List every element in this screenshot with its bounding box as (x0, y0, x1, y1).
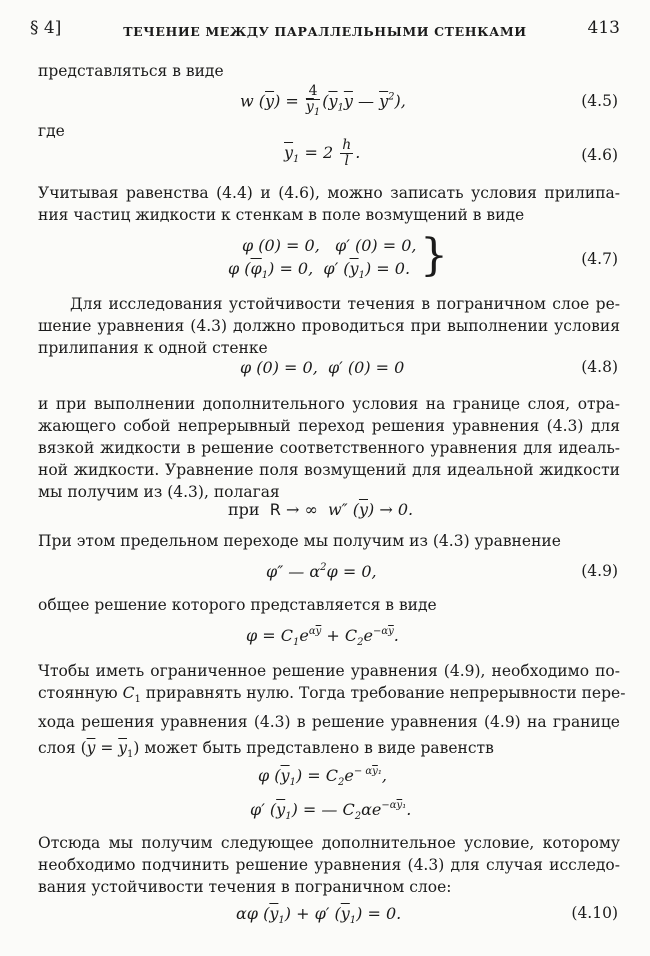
paragraph-boundary-conditions: Учитывая равенства (4.4) и (4.6), можно записать условия прилипа- ния частиц жидкости к стенкам в поле возмущений в виде (38, 184, 620, 224)
running-title: ТЕЧЕНИЕ МЕЖДУ ПАРАЛЛЕЛЬНЫМИ СТЕНКАМИ (123, 24, 527, 39)
equation-4-8: φ (0) = 0, φ′ (0) = 0 (240, 358, 405, 377)
section-marker: § 4] (30, 18, 62, 38)
equation-number-4-10: (4.10) (571, 904, 618, 922)
paragraph-stability: Для исследования устойчивости течения в пограничном слое ре- шение уравнения (4.3) должно проводиться при выполнении условия прилипания к одной стенке (38, 295, 620, 357)
equation-continuity-1: φ $(\overline{y}_1) = C_2e^{- \alpha\overline{y}_1}$, (258, 766, 387, 788)
equation-4-7-line1: φ (0) = 0, φ′ (0) = 0, (242, 236, 417, 255)
paragraph-intro: представляться в виде (38, 62, 224, 80)
equation-4-6: $\overline{y}_1 = 2$ $\frac{h}{l}$ . (284, 137, 361, 169)
equation-number-4-8: (4.8) (581, 358, 618, 376)
equation-4-7-line2: φ $(\overline{\varphi}_1) = 0$, φ′ $(\overline{y}_1) = 0$. (228, 259, 411, 281)
limit-word: при (228, 500, 260, 519)
equation-number-4-6: (4.6) (581, 146, 618, 164)
paragraph-bounded-solution: Чтобы иметь ограниченное решение уравнения (4.9), необходимо по- стоянную $C_1$ приравнять нулю. Тогда требование непрерывности пере- хода решения уравнения (4.3) в решение уравнения (4.9) на границе слоя $(\overline{y} = \overline{y}_1)$ может быть представлено в виде равенств (38, 662, 626, 760)
paragraph-additional-condition: и при выполнении дополнительного условия на границе слоя, отра- жающего собой непрерывный переход решения уравнения (4.3) для вязкой жидкости в решение соответственного уравнения для идеаль- ной жидкости. Уравнение поля возмущений для идеальной жидкости мы получим из (4.3), полагая (38, 395, 620, 501)
paragraph-general-solution: общее решение которого представляется в виде (38, 596, 437, 614)
equation-4-10: αφ $(\overline{y}_1) + \varphi'$ $(\overline{y}_1) = 0$. (236, 904, 402, 926)
paragraph-where: где (38, 122, 65, 140)
equation-general-solution: $\varphi = C_1e^{\alpha\overline{y}} + C_2e^{-\alpha\overline{y}}$. (246, 626, 399, 648)
paragraph-final-condition: Отсюда мы получим следующее дополнительное условие, которому необходимо подчинить решение уравнения (4.3) для случая исследо- вания устойчивости течения в пограничном слое: (38, 834, 620, 896)
equation-limit: при R → ∞ w″ $(\overline{y}) \to 0$. (228, 500, 414, 519)
equation-brace: } (420, 230, 448, 281)
paragraph-limit: При этом предельном переходе мы получим из (4.3) уравнение (38, 532, 561, 550)
equation-number-4-7: (4.7) (581, 250, 618, 268)
equation-4-5: w $(\overline{y})$ = $\frac{4}{\overline{y}_1}$ ($\overline{y}_1\overline{y}$ — $\overline{y}^2$), (240, 83, 406, 118)
equation-continuity-2: φ′ $(\overline{y}_1)$ = — $C_2\alpha e^{-\alpha\overline{y}_1}$. (250, 800, 412, 822)
page-number: 413 (587, 18, 620, 38)
equation-number-4-9: (4.9) (581, 562, 618, 580)
equation-4-9: φ″ — $\alpha^2\varphi = 0$, (266, 562, 377, 581)
equation-number-4-5: (4.5) (581, 92, 618, 110)
